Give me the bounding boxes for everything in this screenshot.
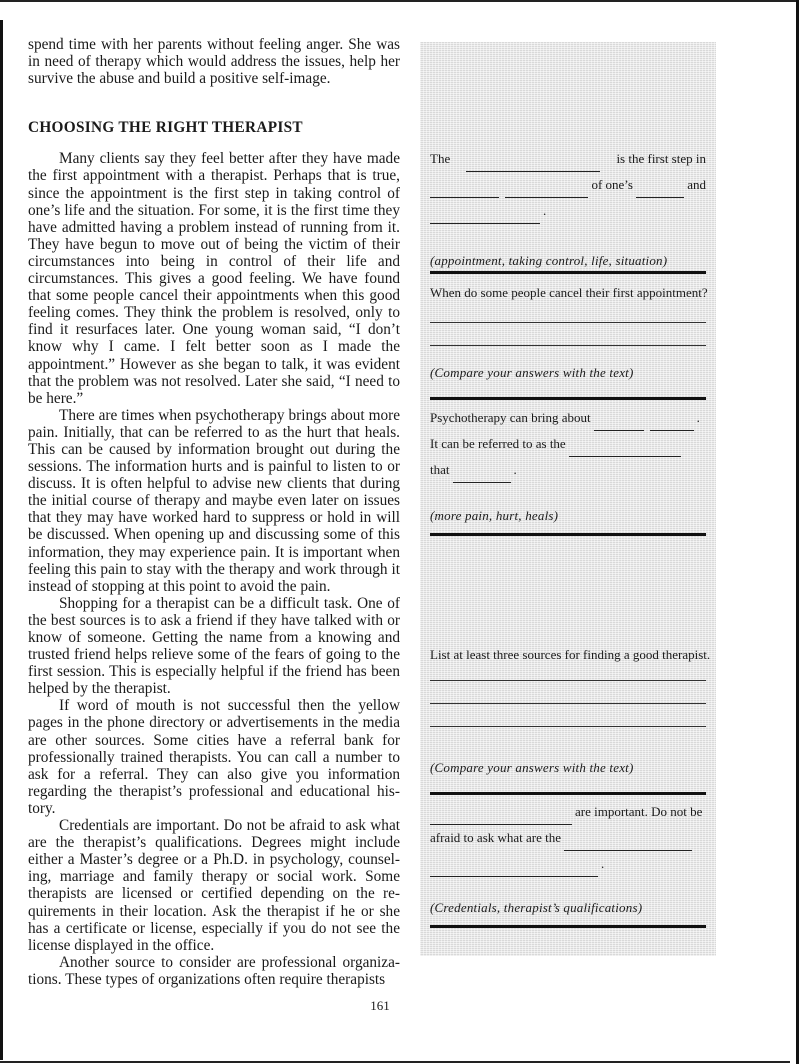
exercise-1-text: is the first step in	[616, 151, 706, 166]
section-divider	[430, 792, 706, 795]
blank-field[interactable]	[564, 835, 692, 851]
exercise-3-text: .	[513, 462, 517, 477]
workbook-exercise-panel	[420, 42, 716, 956]
answer-line[interactable]	[430, 726, 706, 727]
exercise-3-text: Psychotherapy can bring about	[430, 410, 591, 425]
blank-field[interactable]	[430, 208, 540, 224]
exercise-1-text: The	[430, 151, 451, 166]
paragraph-yellow-pages: If word of mouth is not successful then the yellow pages in the phone directory or advertisements in the media are other sources. Some cities have a referral bank for professionally trained therapists. You can call a number to ask for a referral. They can also give you information regarding the therapist’s professional and educational history.	[28, 697, 400, 817]
exercise-3-text: .	[696, 410, 700, 425]
exercise-3-text: that	[430, 462, 450, 477]
paragraph-organizations: Another source to consider are professional organizations. These types of organizations often require therapists	[28, 953, 400, 988]
exercise-1-text: .	[543, 203, 547, 218]
exercise-5-text: are important. Do not be	[575, 804, 703, 819]
exercise-1	[430, 146, 706, 274]
exercise-5	[430, 799, 706, 921]
blank-field[interactable]	[466, 156, 600, 172]
exercise-2-question: When do some people cancel their first appointment?	[430, 285, 708, 300]
answer-line[interactable]	[430, 345, 706, 346]
section-divider	[430, 533, 706, 536]
exercise-1-text: of one’s	[591, 177, 633, 192]
paragraph-credentials: Credentials are important. Do not be afraid to ask what are the therapist’s qualifications. Degrees might include either a Master’s degree or a Ph.D. in psychology, counseling, marriage and family therapy or social work. Some therapists are licensed or certified depending on the requirements in their location. Ask the therapist if he or she has a certificate or license, especially if you do not see the license displayed in the office.	[28, 817, 400, 954]
exercise-5-text: afraid to ask what are the	[430, 830, 562, 845]
exercise-2-hint-wrap	[430, 360, 706, 386]
exercise-1-text: and	[687, 177, 706, 192]
answer-line[interactable]	[430, 322, 706, 323]
blank-field[interactable]	[430, 182, 499, 198]
exercise-5-hint: (Credentials, therapist’s qualifications)	[430, 900, 643, 915]
answer-line[interactable]	[430, 680, 706, 681]
answer-line[interactable]	[430, 703, 706, 704]
paragraph-shopping: Shopping for a therapist can be a difficult task. One of the best sources is to ask a friend if they have talked with or know of someone. Getting the name from a knowing and trusted friend helps relieve some of the fears of going to the first session. This is especially helpful if the friend has been helped by the therapist.	[28, 594, 400, 698]
exercise-3-text: It can be referred to as the	[430, 436, 566, 451]
exercise-1-hint: (appointment, taking control, life, situation)	[430, 253, 668, 268]
blank-field[interactable]	[569, 441, 681, 457]
blank-field[interactable]	[505, 182, 588, 198]
blank-field[interactable]	[594, 415, 644, 431]
exercise-4	[430, 642, 711, 668]
blank-field[interactable]	[430, 809, 572, 825]
exercise-3-hint: (more pain, hurt, heals)	[430, 508, 559, 523]
page-number: 161	[370, 998, 390, 1013]
page-border-top	[0, 0, 799, 2]
exercise-2	[430, 280, 706, 306]
section-divider	[430, 925, 706, 928]
paragraph-more-pain: There are times when psychotherapy brings about more pain. Initially, that can be referred to as the hurt that heals. This can be caused by information brought out during the sessions. The information hurts and is painful to listen to or discuss. It is often helpful to advise new clients that during the initial course of therapy and maybe even later on issues that they may have worked hard to suppress or hold in will be discussed. When opening up and discussing some of this information, they may experience pain. It is important when feeling this pain to stay with the therapy and work through it instead of stopping at this point to avoid the pain.	[28, 406, 400, 595]
section-divider	[430, 397, 706, 400]
intro-paragraph: spend time with her parents without feeling anger. She was in need of therapy which would address the issues, help her survive the abuse and build a positive self-image.	[28, 36, 400, 88]
section-divider	[430, 271, 706, 274]
blank-field[interactable]	[636, 182, 684, 198]
main-text-column	[28, 36, 400, 988]
blank-field[interactable]	[430, 861, 598, 877]
exercise-3	[430, 405, 706, 529]
exercise-4-question: List at least three sources for finding a good therapist.	[430, 647, 711, 662]
exercise-5-text: .	[601, 856, 605, 871]
page-border-left	[0, 20, 3, 1060]
blank-field[interactable]	[650, 415, 694, 431]
paragraph-first-appointment: Many clients say they feel better after they have made the first appointment with a therapist. Perhaps that is true, since the appointment is the first step in taking control of one’s life and the situation. For some, it is the first time they have admitted having a problem instead of running from it. They have begun to move out of being the victim of their circumstances into being in control of their life and circumstances. This gives a good feeling. We have found that some people cancel their appointments when this good feeling comes. They think the problem is resolved, only to find it resurfaces later. One young woman said, “I don’t know why I came. I felt better soon as I made the appointment.” However as she began to talk, it was evident that the problem was not resolved. Later she said, “I need to be here.”	[28, 150, 400, 407]
section-heading: CHOOSING THE RIGHT THERAPIST	[28, 119, 303, 137]
exercise-2-hint: (Compare your answers with the text)	[430, 365, 634, 380]
page-border-bottom	[0, 1061, 790, 1063]
blank-field[interactable]	[453, 467, 511, 483]
exercise-4-hint-wrap	[430, 755, 706, 781]
exercise-4-hint: (Compare your answers with the text)	[430, 760, 634, 775]
